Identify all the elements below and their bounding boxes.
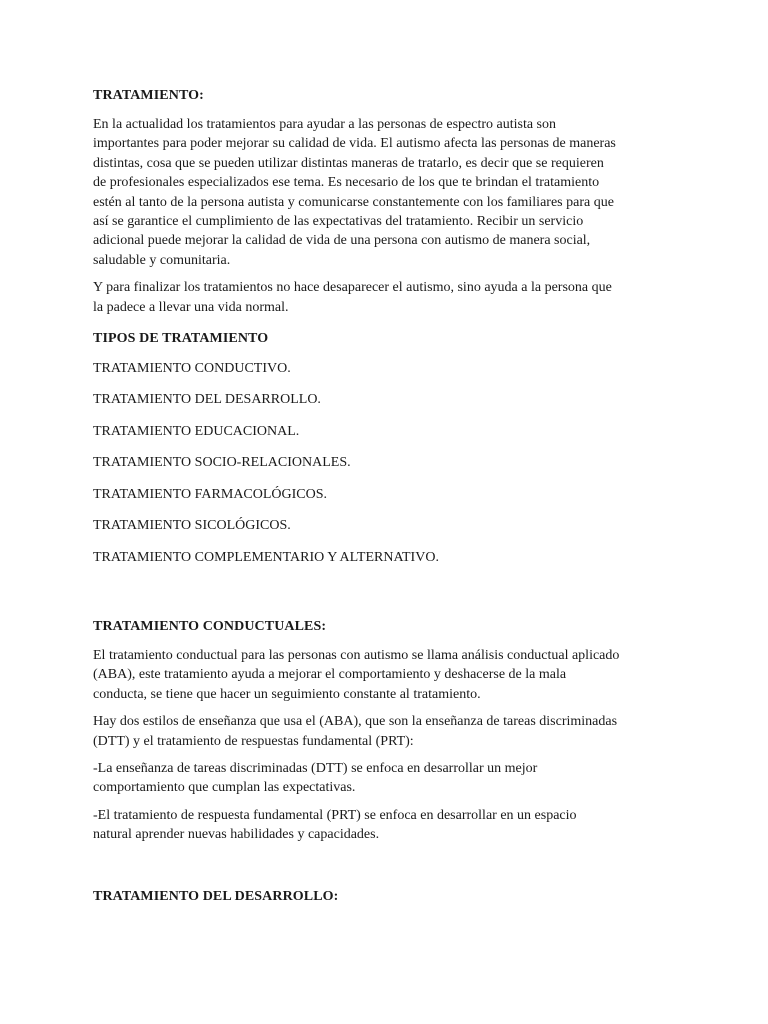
list-item: TRATAMIENTO SICOLÓGICOS. [93,518,291,534]
text-line: (DTT) y el tratamiento de respuestas fundamental (PRT): [93,733,414,749]
list-item: TRATAMIENTO FARMACOLÓGICOS. [93,486,328,502]
list-item: TRATAMIENTO EDUCACIONAL. [93,423,300,439]
paragraph-prt [93,806,683,845]
text-line: importantes para poder mejorar su calidad de vida. El autismo afecta las personas de maneras [93,136,616,152]
list-item: TRATAMIENTO CONDUCTIVO. [93,361,291,377]
text-line: (ABA), este tratamiento ayuda a mejorar el comportamiento y deshacerse de la mala [93,667,567,683]
section-heading-tipos: TIPOS DE TRATAMIENTO [93,331,269,347]
text-line: saludable y comunitaria. [93,252,231,268]
text-line: natural aprender nuevas habilidades y capacidades. [93,827,380,843]
list-item: TRATAMIENTO DEL DESARROLLO. [93,392,321,408]
text-line: estén al tanto de la persona autista y comunicarse constantemente con los familiares para que [93,194,614,210]
paragraph-aba [93,646,683,704]
paragraph-conclusion [93,278,683,317]
document-page [93,86,683,916]
text-line: En la actualidad los tratamientos para ayudar a las personas de espectro autista son [93,117,556,132]
section-heading-conductuales: TRATAMIENTO CONDUCTUALES: [93,618,327,634]
spacer [93,579,683,603]
text-line: -El tratamiento de respuesta fundamental (PRT) se enfoca en desarrollar en un espacio [93,807,577,823]
text-line: Hay dos estilos de enseñanza que usa el (ABA), que son la enseñanza de tareas discriminadas [93,714,618,730]
spacer [93,853,683,877]
list-item: TRATAMIENTO SOCIO-RELACIONALES. [93,455,351,471]
section-heading-tratamiento: TRATAMIENTO: [93,88,204,103]
paragraph-dtt [93,759,683,798]
text-line: de profesionales especializados ese tema. Es necesario de los que te brindan el tratamiento [93,175,600,191]
text-line: -La enseñanza de tareas discriminadas (DTT) se enfoca en desarrollar un mejor [93,760,538,776]
paragraph-estilos [93,712,683,751]
paragraph-intro [93,115,683,270]
text-line: adicional puede mejorar la calidad de vida de una persona con autismo de manera social, [93,233,591,249]
text-line: distintas, cosa que se pueden utilizar distintas maneras de tratarlo, es decir que se requieren [93,155,604,171]
text-line: Y para finalizar los tratamientos no hace desaparecer el autismo, sino ayuda a la persona que [93,280,612,296]
section-heading-desarrollo: TRATAMIENTO DEL DESARROLLO: [93,888,339,904]
text-line: comportamiento que cumplan las expectativas. [93,780,356,796]
list-item: TRATAMIENTO COMPLEMENTARIO Y ALTERNATIVO. [93,549,439,565]
text-line: El tratamiento conductual para las personas con autismo se llama análisis conductual aplicado [93,647,620,663]
text-line: la padece a llevar una vida normal. [93,299,289,315]
text-line: así se garantice el cumplimiento de las expectativas del tratamiento. Recibir un servicio [93,214,584,230]
text-line: conducta, se tiene que hacer un seguimiento constante al tratamiento. [93,686,481,702]
